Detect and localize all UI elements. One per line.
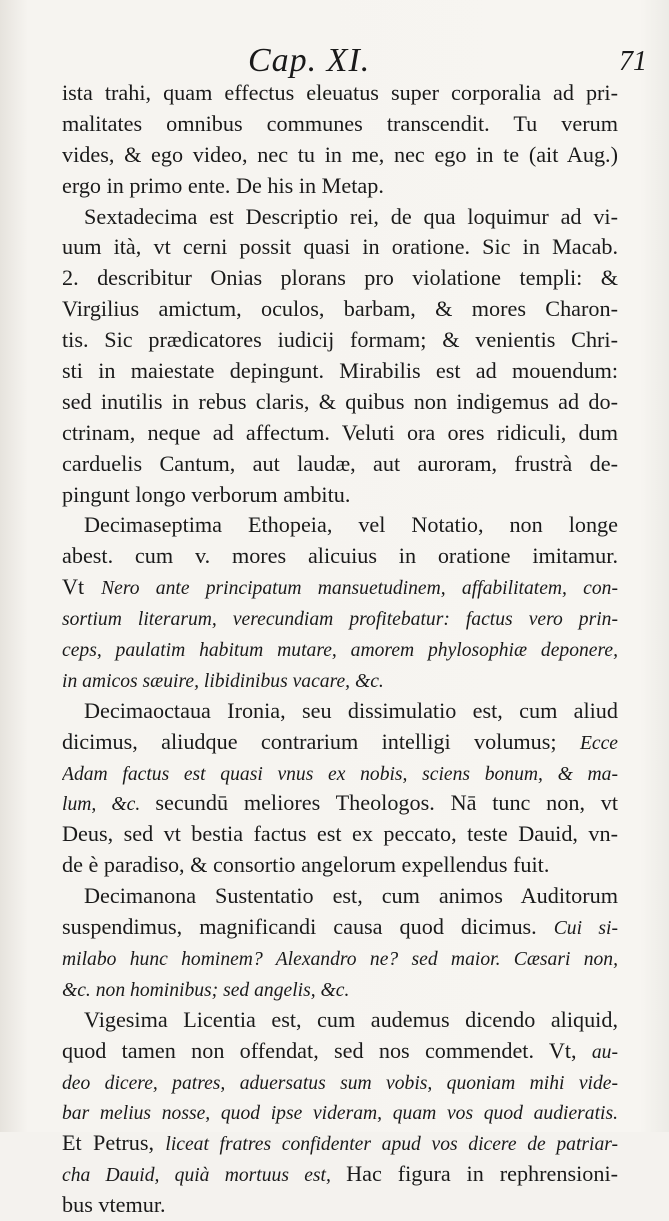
roman-text: Deus, sed vt bestia factus est ex peccato, teste Dauid, vn- xyxy=(62,821,618,847)
roman-text: quod tamen non offendat, sed nos commendet. Vt, xyxy=(62,1037,592,1063)
text-line xyxy=(62,1190,618,1221)
text-line xyxy=(62,418,618,449)
roman-text: dicimus, aliudque contrarium intelligi volumus; xyxy=(62,728,580,754)
italic-text: Ecce xyxy=(579,732,618,754)
roman-text: Virgilius amictum, oculos, barbam, & mores Charon- xyxy=(62,296,618,322)
text-line xyxy=(62,603,618,634)
roman-text: pingunt longo verborum ambitu. xyxy=(62,481,351,507)
text-line xyxy=(62,1005,618,1036)
italic-text: Adam factus est quasi vnus ex nobis, sciens bonum, & ma- xyxy=(62,763,618,785)
roman-text: Vigesima Licentia est, cum audemus dicendo aliquid, xyxy=(84,1006,618,1032)
roman-text: Hac figura in rephrensioni- xyxy=(346,1161,618,1187)
text-line xyxy=(62,109,618,140)
italic-text: in amicos sæuire, libidinibus vacare, &c. xyxy=(62,670,384,692)
italic-text: ceps, paulatim habitum mutare, amorem phylosophiæ deponere, xyxy=(62,640,618,662)
text-line xyxy=(62,1067,618,1098)
text-line xyxy=(62,140,618,171)
text-line xyxy=(62,758,618,789)
roman-text: sti in maiestate depingunt. Mirabilis est ad mouendum: xyxy=(62,358,618,384)
italic-text: bar melius nosse, quod ipse videram, quam vos quod audieratis. xyxy=(62,1103,618,1125)
italic-text: sortium literarum, verecundiam profitebatur: factus vero prin- xyxy=(62,609,618,631)
roman-text: uum ità, vt cerni possit quasi in oratione. Sic in Macab. xyxy=(62,234,618,260)
text-line xyxy=(62,294,618,325)
text-line xyxy=(62,943,618,974)
text-line xyxy=(62,696,618,727)
roman-text: abest. cum v. mores alicuius in oratione imitamur. xyxy=(62,543,618,569)
roman-text: vides, & ego video, nec tu in me, nec ego in te (ait Aug.) xyxy=(62,141,618,167)
text-line xyxy=(62,356,618,387)
text-line xyxy=(62,202,618,233)
text-line xyxy=(62,263,618,294)
roman-text: suspendimus, magnificandi causa quod dicimus. xyxy=(62,914,554,940)
roman-text: sed inutilis in rebus claris, & quibus non indigemus ad do- xyxy=(62,388,618,414)
text-line xyxy=(62,1036,618,1067)
text-line xyxy=(62,819,618,850)
roman-text: Decimaseptima Ethopeia, vel Notatio, non longe xyxy=(84,512,618,538)
roman-text: carduelis Cantum, aut laudæ, aut auroram, frustrà de- xyxy=(62,450,618,476)
running-head: Cap. XI. xyxy=(248,42,371,79)
page-number: 71 xyxy=(619,46,647,77)
page-header xyxy=(60,42,647,82)
text-line xyxy=(62,572,618,603)
roman-text: secundū meliores Theologos. Nā tunc non, vt xyxy=(155,790,618,816)
italic-text: &c. non hominibus; sed angelis, &c. xyxy=(62,979,350,1001)
roman-text: ergo in primo ente. De his in Metap. xyxy=(62,172,384,198)
text-line xyxy=(62,78,618,109)
text-line xyxy=(62,974,618,1005)
text-line xyxy=(62,541,618,572)
text-line xyxy=(62,232,618,263)
roman-text: 2. describitur Onias plorans pro violatione templi: & xyxy=(62,265,618,291)
text-line xyxy=(62,1097,618,1128)
text-line xyxy=(62,1159,618,1190)
roman-text: Et Petrus, xyxy=(62,1130,166,1156)
roman-text: Sextadecima est Descriptio rei, de qua loquimur ad vi- xyxy=(84,203,618,229)
text-line xyxy=(62,850,618,881)
italic-text: lum, &c. xyxy=(62,794,156,816)
text-line xyxy=(62,788,618,819)
italic-text: Nero ante principatum mansuetudinem, affabilitatem, con- xyxy=(101,578,618,600)
italic-text: au- xyxy=(591,1041,618,1063)
text-line xyxy=(62,634,618,665)
body-text xyxy=(62,78,618,1221)
roman-text: Decimaoctaua Ironia, seu dissimulatio est, cum aliud xyxy=(84,697,618,723)
italic-text: cha Dauid, quià mortuus est, xyxy=(62,1165,347,1187)
roman-text: Decimanona Sustentatio est, cum animos Auditorum xyxy=(84,883,618,909)
roman-text: de è paradiso, & consortio angelorum expellendus fuit. xyxy=(62,852,550,878)
text-line xyxy=(62,1128,618,1159)
text-line xyxy=(62,325,618,356)
italic-text: Cui si- xyxy=(553,918,618,940)
roman-text: Vt xyxy=(62,574,102,600)
italic-text: deo dicere, patres, aduersatus sum vobis, quoniam mihi vide- xyxy=(62,1072,618,1094)
roman-text: bus vtemur. xyxy=(62,1192,166,1218)
roman-text: malitates omnibus communes transcendit. Tu verum xyxy=(62,110,618,136)
roman-text: ista trahi, quam effectus eleuatus super corporalia ad pri- xyxy=(62,80,618,105)
text-line xyxy=(62,665,618,696)
text-line xyxy=(62,387,618,418)
text-line xyxy=(62,510,618,541)
italic-text: liceat fratres confidenter apud vos dicere de patriar- xyxy=(165,1134,618,1156)
italic-text: milabo hunc hominem? Alexandro ne? sed maior. Cæsari non, xyxy=(62,948,618,970)
text-line xyxy=(62,727,618,758)
text-line xyxy=(62,881,618,912)
text-line xyxy=(62,480,618,511)
text-line xyxy=(62,449,618,480)
text-line xyxy=(62,912,618,943)
roman-text: tis. Sic prædicatores iudicij formam; & venientis Chri- xyxy=(62,327,618,353)
roman-text: ctrinam, neque ad affectum. Veluti ora ores ridiculi, dum xyxy=(62,419,618,445)
text-line xyxy=(62,171,618,202)
